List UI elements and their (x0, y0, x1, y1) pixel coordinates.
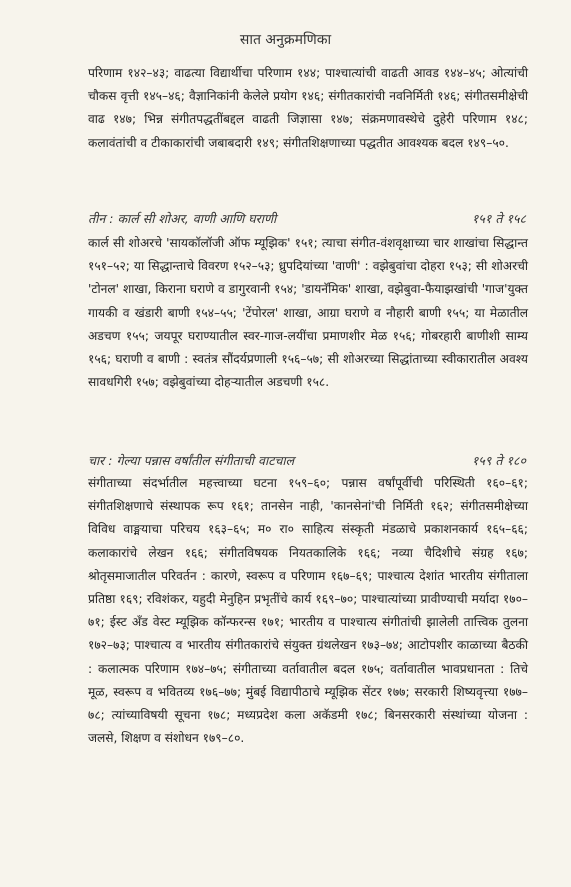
section-3-page-range: १५९ ते १८० (471, 453, 526, 468)
section-3-body: संगीताच्या संदर्भातील महत्त्वाच्या घटना १५९–६०; पन्नास वर्षांपूर्वीची परिस्थिती १६०–६१; संगीतशिक्षणाचे संस्थापक रूप १६१; तानसेन नाही, 'कानसेनां'ची निर्मिती १६२; संगीतसमीक्षेच्या विविध वाङ्मयाचा परिचय १६३–६५; म० रा० साहित्य संस्कृती मंडळाचे प्रकाशनकार्य १६५–६६; कलाकारांचे लेखन १६६; संगीतविषयक नियतकालिके १६६; नव्या चैदिशीचे संग्रह १६७; श्रोतृसमाजातील परिवर्तन : कारणे, स्वरूप व परिणाम १६७–६९; पाश्चात्य देशांत भारतीय संगीताला प्रतिष्ठा १६९; रविशंकर, यहुदी मेनुहिन प्रभृतींचे कार्य १६९–७०; पाश्चात्यांच्या प्रावीण्याची मर्यादा १७०–७१; ईस्ट अँड वेस्ट म्यूझिक कॉन्फरन्स १७१; भारतीय व पाश्चात्य संगीतांची झालेली तात्त्विक तुलना १७२–७३; पाश्चात्य व भारतीय संगीतकारांचे संयुक्त ग्रंथलेखन १७३–७४; आटोपशीर काळाच्या बैठकी : कलात्मक परिणाम १७४–७५; संगीताच्या वर्तावातील बदल १७५; वर्तावातील भावप्रधानता : तिचे मूळ, स्वरूप व भवितव्य १७६–७७; मुंबई विद्यापीठाचे म्यूझिक सेंटर १७७; सरकारी शिष्यवृत्त्या १७७–७८; त्यांच्याविषयी सूचना १७८; मध्यप्रदेश कला अकॅडमी १७८; बिनसरकारी संस्थांच्या योजना : जलसे, शिक्षण व संशोधन १७९–८०. (88, 476, 528, 746)
section-3-heading (88, 452, 526, 469)
section-2-heading (88, 210, 526, 227)
section-2-title: तीन : कार्ल सी शोअर, वाणी आणि घराणी (88, 211, 277, 226)
section-1-body: परिणाम १४२–४३; वाढत्या विद्यार्थीचा परिणाम १४४; पाश्चात्यांची वाढती आवड १४४–४५; ओत्यांची चौकस वृत्ती १४५–४६; वैज्ञानिकांनी केलेले प्रयोग १४६; संगीतकारांची नवनिर्मिती १४६; संगीतसमीक्षेची वाढ १४७; भिन्न संगीतपद्धतींबद्दल वाढती जिज्ञासा १४७; संक्रमणावस्थेचे दुहेरी परिणाम १४८; कलावंतांची व टीकाकारांची जबाबदारी १४९; संगीतशिक्षणाच्या पद्धतीत आवश्यक बदल १४९–५०. (88, 66, 528, 150)
section-3-title: चार : गेल्या पन्नास वर्षांतील संगीताची वाटचाल (88, 453, 295, 468)
section-2-body: कार्ल सी शोअरचे 'सायकॉलॉजी ऑफ म्यूझिक' १५१; त्याचा संगीत-वंशवृक्षाच्या चार शाखांचा सिद्धान्त १५१–५२; या सिद्धान्ताचे विवरण १५२–५३; ध्रुपदियांच्या 'वाणी' : वझेबुवांचा दोहरा १५३; सी शोअरची 'टोनल' शाखा, किराना घराणे व डागुरवानी १५४; 'डायनॅमिक' शाखा, वझेबुवा-फैयाझखांची 'गाज'युक्त गायकी व खंडारी बाणी १५४–५५; 'टेंपोरल' शाखा, आग्रा घराणे व नौहारी बाणी १५५; या मेळातील अडचण १५५; जयपूर घराण्यातील स्वर-गाज-लयींचा प्रमाणशीर मेळ १५६; गोबरहारी बाणीशी साम्य १५६; घराणी व बाणी : स्वतंत्र सौंदर्यप्रणाली १५६–५७; सी शोअरच्या सिद्धांताच्या स्वीकारातील अवश्य सावधगिरी १५७; वझेबुवांच्या दोहऱ्यातील अडचणी १५८. (88, 236, 528, 390)
running-head: सात अनुक्रमणिका (239, 32, 332, 48)
section-2-page-range: १५१ ते १५८ (471, 211, 526, 226)
